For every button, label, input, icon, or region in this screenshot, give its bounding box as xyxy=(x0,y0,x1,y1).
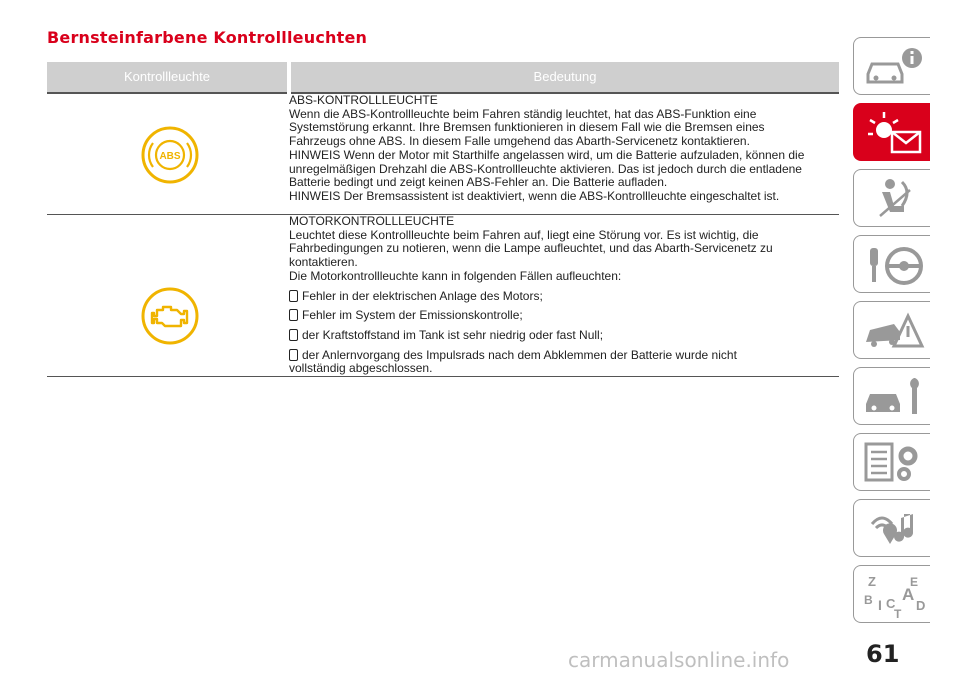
engine-check-light-icon xyxy=(140,286,200,346)
list-item-text: der Anlernvorgang des Impulsrads nach dem Abklemmen der Batterie wurde nicht xyxy=(302,347,737,362)
warning-light-message-icon xyxy=(862,110,926,156)
bullet-icon xyxy=(289,309,298,321)
tab-safety[interactable] xyxy=(853,169,930,227)
text-line: unregelmäßigen Drehzahl die ABS-Kontrollleuchte aktivieren. Das ist jedoch durch die entladene xyxy=(289,161,802,176)
bullet-icon xyxy=(289,329,298,341)
text-line: Fahrbedingungen zu notieren, wenn die Lampe aufleuchtet, und das Abarth-Servicenetz zu xyxy=(289,241,773,256)
car-wrench-icon xyxy=(862,374,926,420)
abs-icon-label: ABS xyxy=(159,151,181,162)
text-line: Leuchtet diese Kontrollleuchte beim Fahren auf, liegt eine Störung vor. Es ist wichtig, die xyxy=(289,227,759,242)
svg-text:A: A xyxy=(902,585,915,604)
list-item xyxy=(289,290,839,304)
tab-dashboard-knowledge[interactable] xyxy=(853,37,930,95)
list-item xyxy=(289,329,839,343)
text-line: Wenn die ABS-Kontrollleuchte beim Fahren ständig leuchtet, hat das ABS-Funktion eine xyxy=(289,106,757,121)
list-item xyxy=(289,349,839,363)
meaning-cell xyxy=(289,215,839,377)
list-item-text: der Kraftstoffstand im Tank ist sehr niedrig oder fast Null; xyxy=(302,327,604,342)
text-line: Batterie bedingt und zeigt keinen ABS-Fehler an. Die Batterie aufladen. xyxy=(289,175,668,190)
list-item xyxy=(289,309,839,323)
section-heading: Bernsteinfarbene Kontrollleuchten xyxy=(47,28,368,47)
table-header-row xyxy=(47,62,839,93)
text-line: HINWEIS Der Bremsassistent ist deaktiviert, wenn die ABS-Kontrollleuchte eingeschaltet ist. xyxy=(289,188,780,203)
tab-multimedia[interactable] xyxy=(853,499,930,557)
watermark: carmanualsonline.info xyxy=(568,648,790,672)
tab-technical-data[interactable] xyxy=(853,433,930,491)
svg-text:C: C xyxy=(886,596,896,611)
car-info-icon xyxy=(862,44,926,90)
text-line: Die Motorkontrollleuchte kann in folgenden Fällen aufleuchten: xyxy=(289,268,622,283)
row-title: ABS-KONTROLLLEUCHTE xyxy=(289,93,438,107)
alphabetical-index-icon xyxy=(862,572,926,618)
list-item-text: Fehler in der elektrischen Anlage des Motors; xyxy=(302,288,543,303)
specs-gears-icon xyxy=(862,440,926,486)
media-navigation-icon xyxy=(862,506,926,552)
svg-text:D: D xyxy=(916,598,926,613)
svg-text:Z: Z xyxy=(868,574,876,589)
text-line: HINWEIS Wenn der Motor mit Starthilfe angelassen wird, um die Batterie aufzuladen, können die xyxy=(289,147,805,162)
svg-text:I: I xyxy=(878,597,882,613)
svg-text:E: E xyxy=(910,575,919,589)
tab-warning-lights[interactable] xyxy=(853,103,930,161)
svg-text:B: B xyxy=(864,593,873,607)
column-header-meaning: Bedeutung xyxy=(289,62,839,93)
list-item-text: Fehler im System der Emissionskontrolle; xyxy=(302,308,523,323)
abs-warning-light-icon xyxy=(140,125,200,185)
tab-maintenance[interactable] xyxy=(853,367,930,425)
bullet-icon xyxy=(289,349,298,361)
key-steering-wheel-icon xyxy=(862,242,926,288)
page-number: 61 xyxy=(866,640,900,668)
list-item-continuation: vollständig abgeschlossen. xyxy=(289,361,433,376)
meaning-cell xyxy=(289,93,839,215)
svg-text:T: T xyxy=(894,607,902,618)
text-line: Fahrzeugs ohne ABS. In diesem Falle umgehend das Abarth-Servicenetz kontaktieren. xyxy=(289,134,750,149)
text-line: kontaktieren. xyxy=(289,255,358,270)
tab-starting-driving[interactable] xyxy=(853,235,930,293)
seat-airbag-icon xyxy=(862,176,926,222)
bullet-icon xyxy=(289,290,298,302)
row-title: MOTORKONTROLLLEUCHTE xyxy=(289,214,455,228)
tab-emergency[interactable] xyxy=(853,301,930,359)
text-line: Systemstörung erkannt. Ihre Bremsen funktionieren in diesem Fall wie die Bremsen eines xyxy=(289,120,765,135)
column-header-indicator: Kontrollleuchte xyxy=(47,62,289,93)
crash-warning-icon xyxy=(862,308,926,354)
tab-index[interactable] xyxy=(853,565,930,623)
